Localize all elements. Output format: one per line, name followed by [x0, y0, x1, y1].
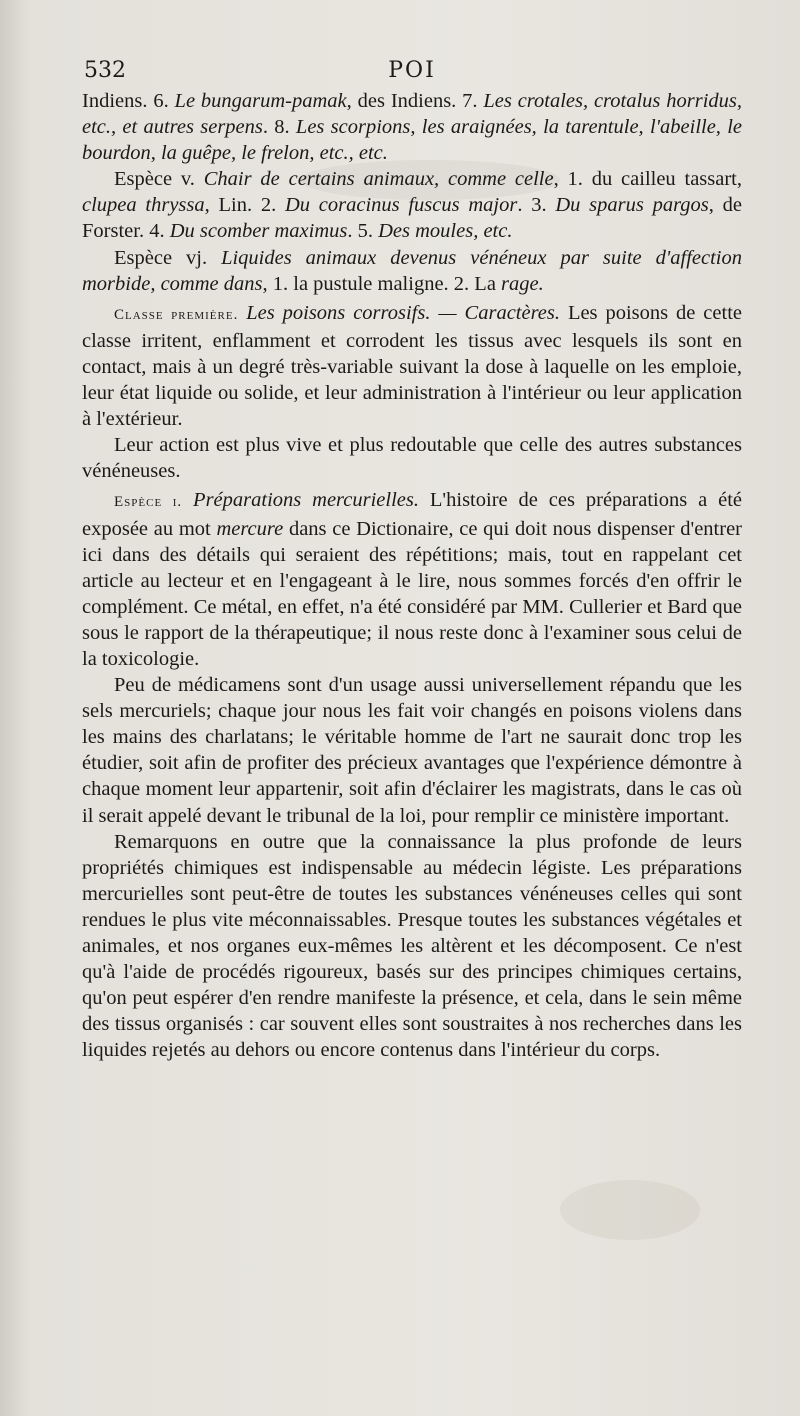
section-heading: Préparations mercurielles. — [193, 489, 419, 512]
paragraph: Espèce vj. Liquides animaux devenus vénéneux par suite d'affection morbide, comme dans, 1. la pustule maligne. 2. La rage. — [82, 246, 742, 295]
page-body — [82, 88, 742, 1063]
paragraph: Espèce v. Chair de certains animaux, comme celle, 1. du cailleu tassart, clupea thryssa, Lin. 2. Du coracinus fuscus major. 3. Du sparus pargos, de Forster. 4. Du scomber maximus. 5. Des moules, etc. — [82, 168, 743, 243]
section-label: Espèce i. — [114, 494, 183, 511]
paper-stain — [560, 1180, 700, 1240]
section-label: Classe première. — [114, 306, 239, 323]
paragraph: Peu de médicamens sont d'un usage aussi universellement répandu que les sels mercuriels; chaque jour nous les fait voir changés en poisons violens dans les mains des charlatans; le véritable homme de l'art ne saurait donc trop les étudier, soit afin de profiter des précieux avantages que l'expérience démontre à chaque moment leur appartenir, soit afin d'éclairer les magistrats, dans le cas où il serait appelé devant le tribunal de la loi, pour remplir ce ministère important. — [82, 674, 742, 827]
section-heading: Les poisons corrosifs. — Caractères. — [246, 301, 561, 324]
section-paragraph: Classe première. Les poisons corrosifs. — Caractères. Les poisons de cette classe irritent, enflamment et corrodent les tissus avec lesquels ils sont en contact, mais à un degré très-variable suivant la dose à laquelle on les emploie, leur état liquide ou solide, et leur administration à l'intérieur ou leur application à l'extérieur. — [82, 301, 742, 431]
paragraph: Indiens. 6. Le bungarum-pamak, des Indiens. 7. Les crotales, crotalus horridus, etc., et autres serpens. 8. Les scorpions, les araignées, la tarentule, l'abeille, le bourdon, la guêpe, le frelon, etc., etc. — [82, 90, 743, 165]
page-header — [82, 58, 742, 90]
section-paragraph: Espèce i. Préparations mercurielles. L'histoire de ces préparations a été exposée au mot mercure dans ce Dictionaire, ce qui doit nous dispenser d'entrer ici dans des détails qui seraient des répétitions; mais, tout en rappelant cet article au lecteur et en l'engageant à le lire, nous sommes forcés d'en offrir le complément. Ce métal, en effet, n'a été considéré par MM. Cullerier et Bard que sous le rapport de la thérapeutique; il nous reste donc à l'examiner sous celui de la toxicologie. — [82, 489, 743, 670]
paragraph: Leur action est plus vive et plus redoutable que celle des autres substances vénéneuses. — [82, 434, 742, 483]
running-title: POI — [388, 58, 436, 83]
paragraph: Remarquons en outre que la connaissance la plus profonde de leurs propriétés chimiques est indispensable au médecin légiste. Les préparations mercurielles sont peut-être de toutes les substances vénéneuses celles qui sont rendues le plus vite méconnaissables. Presque toutes les substances végétales et animales, et nos organes eux-mêmes les altèrent et les décomposent. Ce n'est qu'à l'aide de procédés rigoureux, basés sur des principes chimiques certains, qu'on peut espérer d'en rendre manifeste la présence, et cela, dans le sein même des tissus organisés : car souvent elles sont soustraites à nos recherches dans les liquides rejetés au dehors ou encore contenus dans l'intérieur du corps. — [82, 830, 742, 1062]
page-number: 532 — [84, 58, 126, 83]
